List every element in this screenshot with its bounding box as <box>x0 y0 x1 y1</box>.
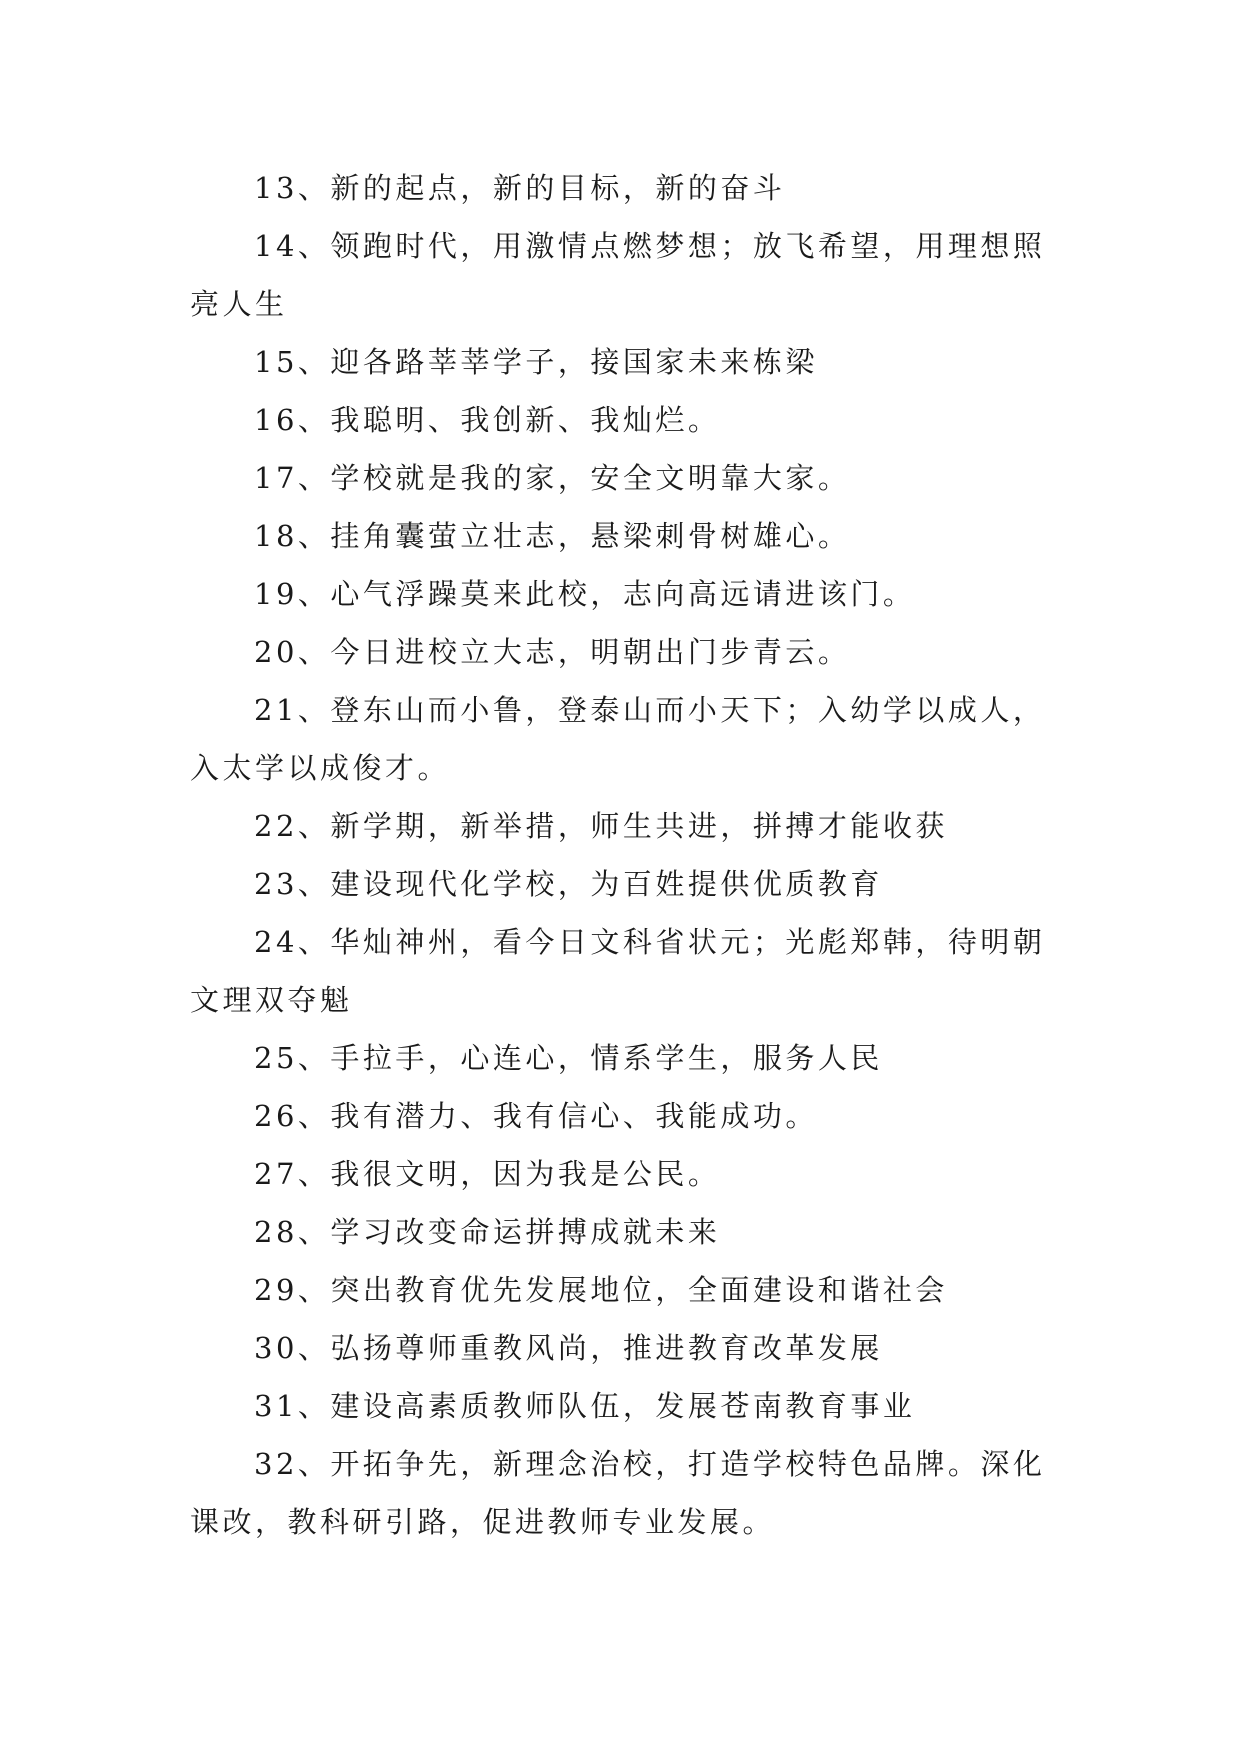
slogan-item: 18、挂角囊萤立壮志，悬梁刺骨树雄心。 <box>254 519 851 553</box>
slogan-item: 27、我很文明，因为我是公民。 <box>254 1157 721 1191</box>
slogan-item: 32、开拓争先，新理念治校，打造学校特色品牌。深化课改，教科研引路，促进教师专业发展。 <box>190 1447 1046 1539</box>
slogan-item: 26、我有潜力、我有信心、我能成功。 <box>254 1099 818 1133</box>
document-body <box>190 159 1070 1551</box>
slogan-item: 29、突出教育优先发展地位，全面建设和谐社会 <box>254 1273 948 1307</box>
slogan-item: 28、学习改变命运拼搏成就未来 <box>254 1215 721 1249</box>
slogan-item: 15、迎各路莘莘学子，接国家未来栋梁 <box>254 345 818 379</box>
slogan-item: 19、心气浮躁莫来此校，志向高远请进该门。 <box>254 577 916 611</box>
slogan-item: 31、建设高素质教师队伍，发展苍南教育事业 <box>254 1389 916 1423</box>
slogan-item: 20、今日进校立大志，明朝出门步青云。 <box>254 635 851 669</box>
slogan-item: 21、登东山而小鲁，登泰山而小天下；入幼学以成人，入太学以成俊才。 <box>190 693 1046 785</box>
slogan-item: 22、新学期，新举措，师生共进，拼搏才能收获 <box>254 809 948 843</box>
slogan-item: 17、学校就是我的家，安全文明靠大家。 <box>254 461 851 495</box>
slogan-item: 13、新的起点，新的目标，新的奋斗 <box>254 171 786 205</box>
slogan-item: 16、我聪明、我创新、我灿烂。 <box>254 403 721 437</box>
slogan-item: 23、建设现代化学校，为百姓提供优质教育 <box>254 867 883 901</box>
slogan-item: 24、华灿神州，看今日文科省状元；光彪郑韩，待明朝文理双夺魁 <box>190 925 1046 1017</box>
slogan-item: 25、手拉手，心连心，情系学生，服务人民 <box>254 1041 883 1075</box>
slogan-item: 14、领跑时代，用激情点燃梦想；放飞希望，用理想照亮人生 <box>190 229 1046 321</box>
slogan-item: 30、弘扬尊师重教风尚，推进教育改革发展 <box>254 1331 883 1365</box>
